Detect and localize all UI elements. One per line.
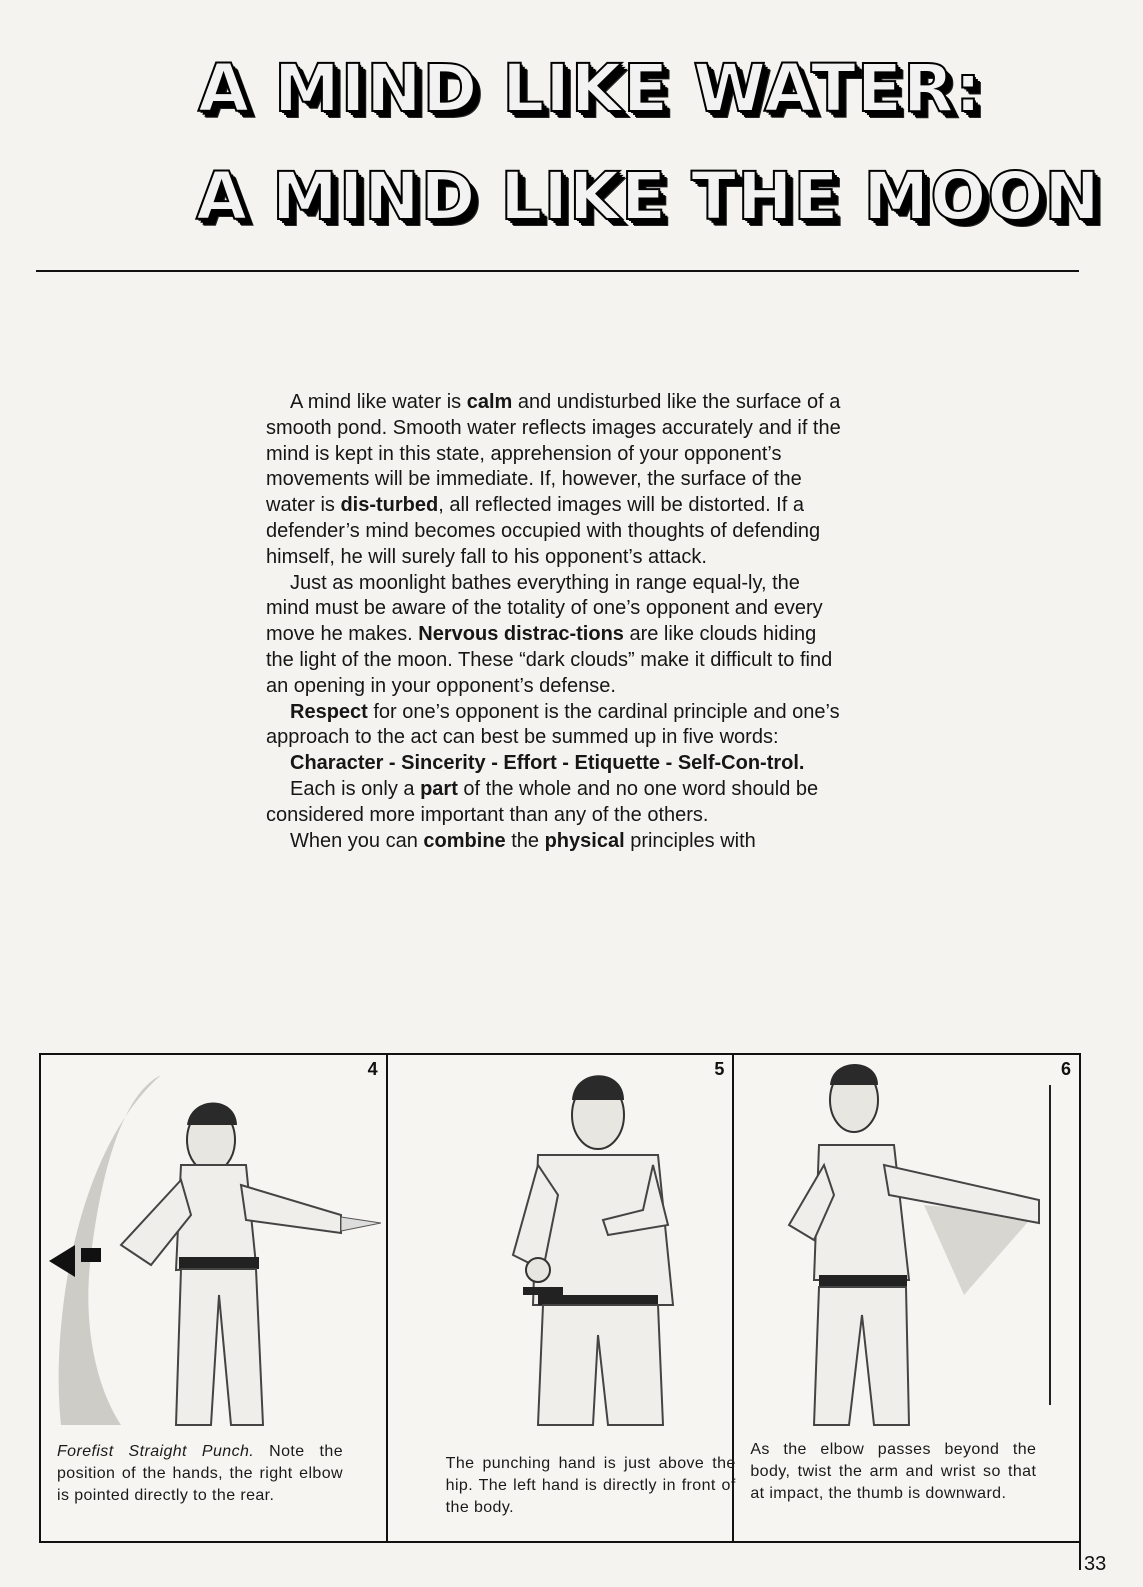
title-rule: [36, 270, 1079, 272]
illustration-panels: [39, 1053, 1081, 1543]
paragraph-4-five-words: Character - Sincerity - Effort - Etiquette - Self-Con-trol.: [290, 752, 805, 775]
panel-number: 4: [367, 1059, 378, 1079]
panel-6-caption: As the elbow passes beyond the body, twist the arm and wrist so that at impact, the thumb is downward.: [750, 1441, 1037, 1502]
panel-4-caption: Forefist Straight Punch. Note the position of the hands, the right elbow is pointed directly to the rear.: [57, 1443, 343, 1504]
paragraph-5: Each is only a part of the whole and no one word should be considered more important than any of the others.: [266, 777, 819, 826]
arrow-left-icon-head: [49, 1245, 75, 1277]
panel-6: [734, 1055, 1079, 1541]
panel-5: [388, 1055, 735, 1541]
panel-number: 6: [1061, 1059, 1072, 1079]
karate-figure-illustration-4: [41, 1055, 381, 1435]
karate-figure-illustration-6: [734, 1055, 1076, 1435]
title-line-1: A MIND LIKE WATER:: [198, 50, 983, 127]
paragraph-3: Respect for one’s opponent is the cardinal principle and one’s approach to the act can best be summed up in five words:: [266, 700, 840, 749]
title-line-2: A MIND LIKE THE MOON: [196, 158, 1101, 235]
page-number: 33: [1084, 1553, 1107, 1575]
panel-5-caption: The punching hand is just above the hip. The left hand is directly in front of the body.: [445, 1455, 736, 1516]
panel-number: 5: [714, 1059, 725, 1079]
page-number-mark: [1079, 1530, 1081, 1570]
article-body: [266, 390, 846, 854]
paragraph-1: A mind like water is calm and undisturbed like the surface of a smooth pond. Smooth water reflects images accurately and if the mind is kept in this state, apprehension of your opponent’s movements will be immediate. If, however, the surface of the water is dis-turbed, all reflected images will be distorted. If a defender’s mind becomes occupied with thoughts of defending himself, he will surely fall to his opponent’s attack.: [266, 391, 841, 568]
panel-4: [41, 1055, 388, 1541]
karate-figure-illustration-5: [388, 1055, 744, 1435]
paragraph-6: When you can combine the physical principles with: [290, 829, 756, 852]
paragraph-2: Just as moonlight bathes everything in range equal-ly, the mind must be aware of the totality of one’s opponent and every move he makes. Nervous distrac-tions are like clouds hiding the light of the moon. These “dark clouds” make it difficult to find an opening in your opponent’s defense.: [266, 571, 833, 697]
